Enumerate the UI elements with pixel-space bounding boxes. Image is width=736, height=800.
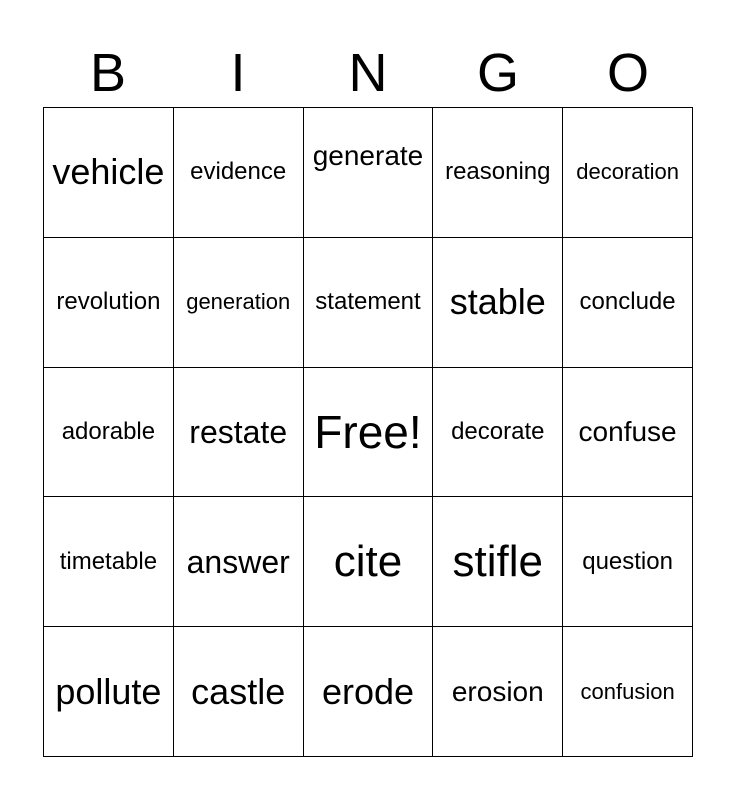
bingo-cell[interactable] <box>563 627 693 757</box>
free-space-cell[interactable] <box>304 368 434 498</box>
bingo-cell[interactable] <box>44 627 174 757</box>
cell-word: confuse <box>578 415 677 447</box>
cell-word: erosion <box>451 675 544 707</box>
cell-word: statement <box>315 288 421 316</box>
cell-word: pollute <box>55 670 162 712</box>
free-space-label: Free! <box>314 405 422 458</box>
bingo-cell[interactable] <box>433 108 563 238</box>
bingo-cell[interactable] <box>174 108 304 238</box>
bingo-cell[interactable] <box>433 368 563 498</box>
bingo-cell[interactable] <box>174 368 304 498</box>
cell-word: reasoning <box>445 158 551 186</box>
cell-word: stifle <box>452 536 544 586</box>
cell-word: castle <box>191 670 286 712</box>
cell-word: revolution <box>56 288 161 316</box>
header-letter-n: N <box>348 43 388 103</box>
bingo-cell[interactable] <box>44 497 174 627</box>
cell-word: evidence <box>190 158 287 186</box>
cell-word: question <box>582 547 673 575</box>
bingo-cell[interactable] <box>174 497 304 627</box>
cell-word: decoration <box>576 159 679 185</box>
cell-word: decorate <box>451 417 545 445</box>
bingo-cell[interactable] <box>563 497 693 627</box>
header-letter-b: B <box>89 43 127 103</box>
bingo-card-grid <box>43 107 693 757</box>
cell-word: conclude <box>579 288 676 316</box>
header-letter-g: G <box>476 43 519 103</box>
cell-word: stable <box>449 281 546 323</box>
cell-word: erode <box>321 670 415 712</box>
bingo-cell[interactable] <box>563 238 693 368</box>
bingo-header <box>43 40 693 106</box>
bingo-cell[interactable] <box>174 627 304 757</box>
bingo-cell[interactable] <box>433 497 563 627</box>
bingo-cell[interactable] <box>44 108 174 238</box>
bingo-cell[interactable] <box>304 108 434 238</box>
bingo-cell[interactable] <box>563 108 693 238</box>
header-letter-o: O <box>606 43 649 103</box>
cell-word: confusion <box>580 678 675 704</box>
bingo-cell[interactable] <box>44 238 174 368</box>
bingo-cell[interactable] <box>304 627 434 757</box>
cell-word: adorable <box>61 417 156 445</box>
cell-word: answer <box>186 543 290 580</box>
bingo-cell[interactable] <box>563 368 693 498</box>
cell-word: timetable <box>59 547 158 575</box>
cell-word: cite <box>333 536 403 586</box>
bingo-cell[interactable] <box>304 238 434 368</box>
header-letter-i: I <box>230 43 246 103</box>
cell-word: vehicle <box>52 151 165 193</box>
cell-word: generation <box>186 289 291 315</box>
cell-word: restate <box>189 413 288 450</box>
bingo-cell[interactable] <box>44 368 174 498</box>
bingo-cell[interactable] <box>433 238 563 368</box>
bingo-cell[interactable] <box>433 627 563 757</box>
cell-word: generate <box>312 140 424 172</box>
bingo-cell[interactable] <box>304 497 434 627</box>
bingo-cell[interactable] <box>174 238 304 368</box>
